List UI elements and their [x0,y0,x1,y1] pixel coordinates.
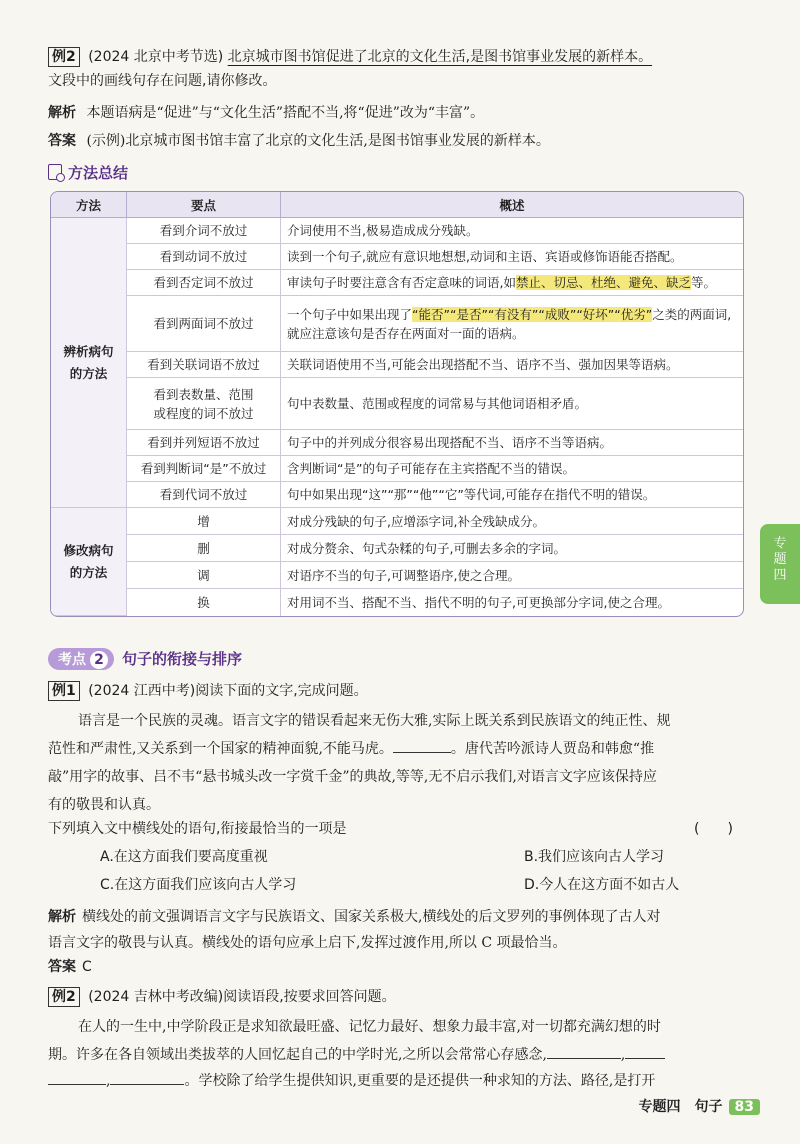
table-header: 方法 [51,192,127,218]
table-cell: 对成分赘余、句式杂糅的句子,可删去多余的字词。 [281,535,743,562]
table-cell: 增 [127,508,281,535]
table-row [51,352,743,378]
table-row [51,589,743,616]
fill-blank [393,739,451,753]
table-row [51,218,743,244]
example2b-heading [48,986,760,1008]
table-cell: 读到一个句子,就应有意识地想想,动词和主语、宾语或修饰语能否搭配。 [281,244,743,270]
desc-text: 审读句子时要注意含有否定意味的词语,如 [287,275,516,290]
table-cell: 看到两面词不放过 [127,296,281,352]
point-text: 看到表数量、范围或程度的词不放过 [153,386,254,421]
example-tag: 例2 [48,47,80,67]
example1-heading [48,680,760,702]
passage-line: , 。学校除了给学生提供知识,更重要的是还提供一种求知的方法、路径,是打开 [48,1070,760,1092]
method-table [50,191,744,617]
table-header-row [51,192,743,218]
table-row [51,535,743,562]
example-tag: 例2 [48,987,80,1007]
table-cell: 换 [127,589,281,616]
passage-line [48,738,760,760]
highlighted-text: “能否”“是否”“有没有”“成败”“好坏”“优劣” [412,306,653,322]
table-cell: 句子中的并列成分很容易出现搭配不当、语序不当等语病。 [281,430,743,456]
table-cell: 关联词语使用不当,可能会出现搭配不当、语序不当、强加因果等语病。 [281,352,743,378]
table-cell: 句中表数量、范围或程度的词常易与其他词语相矛盾。 [281,378,743,430]
table-row [51,244,743,270]
example2-heading [48,46,760,68]
example-source: (2024 北京中考节选) [88,49,224,65]
table-cell: 删 [127,535,281,562]
kaodian-badge [48,648,114,670]
example-prompt: 文段中的画线句存在问题,请你修改。 [48,73,277,89]
table-cell: 看到否定词不放过 [127,270,281,296]
analysis-label: 解析 [48,105,76,121]
passage-line: 期。许多在各自领域出类拔萃的人回忆起自己的中学时光,之所以会常常心存感念, , [48,1044,760,1066]
analysis-line: 语言文字的敬畏与认真。横线处的语句应承上启下,发挥过渡作用,所以 C 项最恰当。 [48,935,567,951]
kaodian-heading [48,648,242,670]
analysis-label: 解析 [48,909,76,925]
group-label [51,508,127,616]
table-row [51,430,743,456]
method-summary-label: 方法总结 [68,164,129,182]
table-cell: 看到介词不放过 [127,218,281,244]
table-row [51,482,743,508]
table-cell [281,270,743,296]
answer-line [48,956,760,978]
group-label-text: 辨析病句的方法 [63,343,114,381]
kaodian-number: 2 [90,651,108,669]
passage-text: 。学校除了给学生提供知识,更重要的是还提供一种求知的方法、路径,是打开 [184,1073,656,1089]
table-row [51,456,743,482]
chapter-side-tab [760,524,800,604]
answer-label: 答案 [48,133,76,149]
table-cell [127,378,281,430]
kaodian-title: 句子的衔接与排序 [122,650,243,668]
example-source: (2024 江西中考)阅读下面的文字,完成问题。 [88,683,368,699]
passage-text: 期。许多在各自领域出类拔萃的人回忆起自己的中学时光,之所以会常常心存感念, [48,1047,547,1063]
highlighted-text: 禁止、切忌、杜绝、避免、缺乏 [515,275,691,290]
summary-icon [48,164,62,180]
fill-blank [110,1071,184,1085]
side-tab-char: 专 [773,536,787,551]
footer-section: 专题四 句子 [638,1099,723,1115]
analysis-text: 横线处的前文强调语言文字与民族语文、国家关系极大,横线处的后文罗列的事例体现了古人对 [82,909,661,925]
table-row [51,378,743,430]
answer-text: (示例)北京城市图书馆丰富了北京的文化生活,是图书馆事业发展的新样本。 [86,133,550,149]
fill-blank [625,1045,665,1059]
method-summary-title [48,162,128,183]
table-header: 要点 [127,192,281,218]
analysis-text: 本题语病是“促进”与“文化生活”搭配不当,将“促进”改为“丰富”。 [86,105,485,121]
desc-text: 等。 [691,275,717,290]
table-cell: 看到判断词“是”不放过 [127,456,281,482]
analysis-line [48,102,760,124]
table-cell: 看到动词不放过 [127,244,281,270]
passage-line: 有的敬畏和认真。 [48,797,160,813]
table-cell: 调 [127,562,281,589]
passage-text: 范性和严肃性,又关系到一个国家的精神面貌,不能马虎。 [48,741,393,757]
option-b: B.我们应该向古人学习 [524,849,665,865]
table-header: 概述 [281,192,743,218]
desc-text: 之类的两面词,就应注意该句是否存在两面对一面的语病。 [287,306,732,341]
side-tab-char: 四 [773,568,787,583]
passage-line: 在人的一生中,中学阶段正是求知欲最旺盛、记忆力最好、想象力最丰富,对一切都充满幻想的时 [78,1019,661,1035]
table-cell [281,296,743,352]
option-a: A.在这方面我们要高度重视 [100,849,268,865]
group-label [51,218,127,508]
answer-text: C [82,959,92,975]
underlined-sentence: 北京城市图书馆促进了北京的文化生活,是图书馆事业发展的新样本。 [227,49,653,65]
kaodian-label: 考点 [58,652,86,668]
table-cell: 对语序不当的句子,可调整语序,使之合理。 [281,562,743,589]
fill-blank [48,1071,106,1085]
fill-blank [547,1045,621,1059]
answer-line [48,130,760,152]
table-cell: 对成分残缺的句子,应增添字词,补全残缺成分。 [281,508,743,535]
question-text: 下列填入文中横线处的语句,衔接最恰当的一项是 [48,821,347,837]
passage-line: 语言是一个民族的灵魂。语言文字的错误看起来无伤大雅,实际上既关系到民族语文的纯正性、规 [78,713,671,729]
table-row [51,270,743,296]
example-tag: 例1 [48,681,80,701]
page-footer [639,1096,760,1116]
passage-line: 敲”用字的故事、吕不韦“悬书城头改一字赏千金”的典故,等等,无不启示我们,对语言文字应该保持应 [48,769,657,785]
table-cell: 对用词不当、搭配不当、指代不明的句子,可更换部分字词,使之合理。 [287,595,670,610]
table-cell: 看到代词不放过 [127,482,281,508]
desc-text: 一个句子中如果出现了 [287,306,413,322]
option-d: D.今人在这方面不如古人 [524,877,680,893]
table-cell: 看到并列短语不放过 [127,430,281,456]
table-cell: 含判断词“是”的句子可能存在主宾搭配不当的错误。 [281,456,743,482]
analysis-line [48,906,760,928]
example-source: (2024 吉林中考改编)阅读语段,按要求回答问题。 [88,989,396,1005]
table-cell: 句中如果出现“这”“那”“他”“它”等代词,可能存在指代不明的错误。 [281,482,743,508]
option-c: C.在这方面我们应该向古人学习 [100,877,297,893]
answer-label: 答案 [48,959,76,975]
table-row [51,508,743,535]
answer-paren: ( ) [694,821,733,837]
side-tab-char: 题 [773,552,787,567]
passage-text: 。唐代苦吟派诗人贾岛和韩愈“推 [450,741,655,757]
page-number: 83 [729,1099,760,1115]
group-label-text: 修改病句的方法 [63,542,114,580]
table-row [51,562,743,589]
table-row [51,296,743,352]
table-cell: 看到关联词语不放过 [127,352,281,378]
table-cell: 介词使用不当,极易造成成分残缺。 [281,218,743,244]
